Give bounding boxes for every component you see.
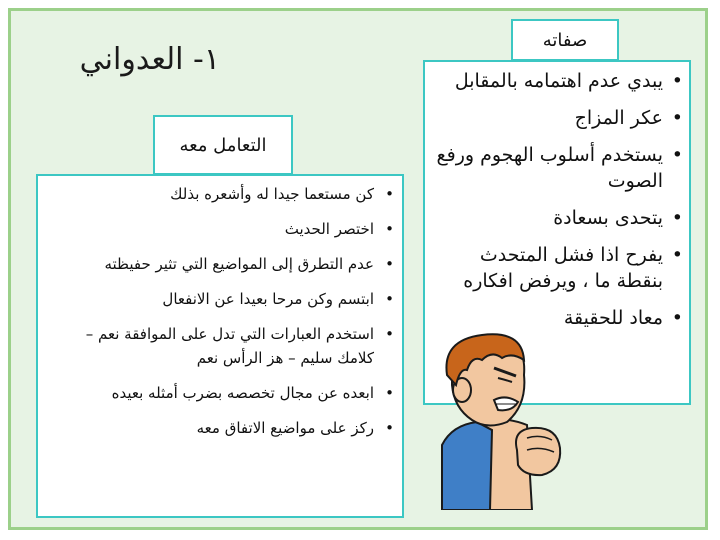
list-item: • يتحدى بسعادة (433, 205, 663, 231)
list-item: • يبدي عدم اهتمامه بالمقابل (433, 68, 663, 94)
traits-list (425, 62, 689, 331)
list-item: • يفرح اذا فشل المتحدث بنقطة ما ، ويرفض افكاره (433, 242, 663, 294)
dealing-header: التعامل معه (153, 115, 293, 175)
list-item: • ابعده عن مجال تخصصه بضرب أمثله بعيده (46, 381, 374, 405)
list-item: • استخدم العبارات التي تدل على الموافقة نعم – كلامك سليم – هز الرأس نعم (46, 322, 374, 370)
list-item: • اختصر الحديث (46, 217, 374, 241)
list-item: • ابتسم وكن مرحا بعيدا عن الانفعال (46, 287, 374, 311)
list-item: • كن مستعما جيدا له وأشعره بذلك (46, 182, 374, 206)
dealing-box (36, 174, 404, 518)
list-item: • ركز على مواضيع الاتفاق معه (46, 416, 374, 440)
list-item: • يستخدم أسلوب الهجوم ورفع الصوت (433, 142, 663, 194)
list-item: • عكر المزاج (433, 105, 663, 131)
traits-header: صفاته (511, 19, 619, 61)
dealing-list (38, 176, 402, 440)
list-item: • عدم التطرق إلى المواضيع التي تثير حفيظته (46, 252, 374, 276)
page-title: ١- العدواني (79, 42, 220, 77)
list-item: • معاد للحقيقة (433, 305, 663, 331)
angry-man-icon (432, 330, 582, 510)
